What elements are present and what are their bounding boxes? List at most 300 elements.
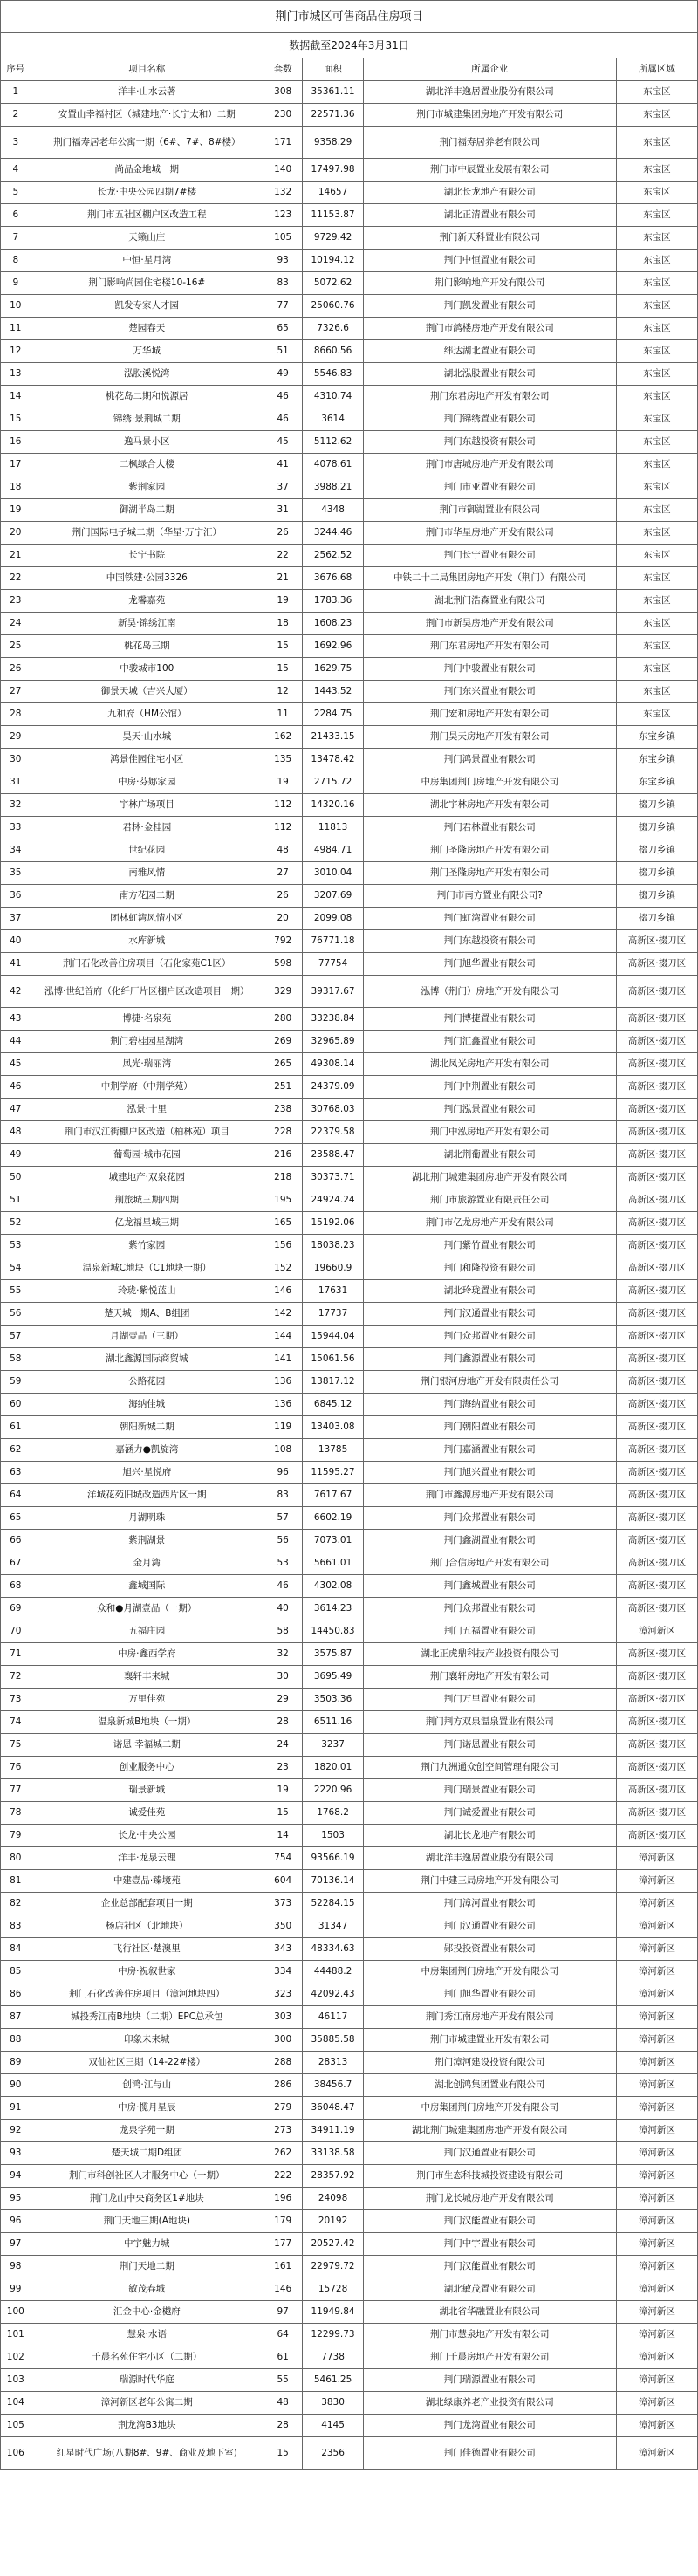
table-row [1,1870,698,1893]
cell-enterprise: 荆门君林置业有限公司 [363,817,616,839]
cell-no: 74 [1,1711,31,1734]
cell-no: 62 [1,1439,31,1462]
cell-region: 高新区·掇刀区 [616,1053,697,1076]
table-row [1,1189,698,1212]
cell-no: 34 [1,839,31,862]
cell-enterprise: 中房集团荆门房地产开发有限公司 [363,2097,616,2120]
cell-area: 10194.12 [303,250,363,272]
cell-no: 19 [1,499,31,522]
cell-sets: 57 [263,1507,302,1530]
table-body [1,81,698,2470]
cell-no: 43 [1,1008,31,1031]
cell-enterprise: 荆门秀江南房地产开发有限公司 [363,2006,616,2029]
cell-no: 80 [1,1847,31,1870]
cell-area: 11813 [303,817,363,839]
table-row [1,2142,698,2165]
cell-enterprise: 荆门市城建集团房地产开发有限公司 [363,104,616,127]
cell-sets: 136 [263,1371,302,1394]
cell-area: 13785 [303,1439,363,1462]
cell-enterprise: 荆门市中辰置业发展有限公司 [363,159,616,182]
cell-region: 东宝区 [616,681,697,703]
cell-area: 5112.62 [303,431,363,454]
table-row [1,1167,698,1189]
cell-region: 高新区·掇刀区 [616,1734,697,1757]
cell-enterprise: 荆门市亚置业有限公司 [363,476,616,499]
cell-enterprise: 荆门合信房地产开发有限公司 [363,1552,616,1575]
cell-project: 紫荆家园 [31,476,263,499]
cell-sets: 140 [263,159,302,182]
cell-region: 漳河新区 [616,2346,697,2369]
cell-sets: 156 [263,1235,302,1257]
table-row [1,1031,698,1053]
cell-area: 44488.2 [303,1961,363,1983]
cell-area: 3830 [303,2392,363,2415]
cell-enterprise: 湖北泓股置业有限公司 [363,363,616,386]
cell-region: 东宝区 [616,81,697,104]
cell-area: 24379.09 [303,1076,363,1099]
cell-area: 7073.01 [303,1530,363,1552]
cell-sets: 112 [263,794,302,817]
cell-sets: 12 [263,681,302,703]
cell-no: 1 [1,81,31,104]
cell-area: 35885.58 [303,2029,363,2052]
cell-project: 嘉涵力●凯旋湾 [31,1439,263,1462]
table-row [1,976,698,1008]
cell-area: 6511.16 [303,1711,363,1734]
table-row [1,908,698,930]
table-row [1,1802,698,1825]
cell-project: 荆门天地二期 [31,2256,263,2278]
cell-no: 104 [1,2392,31,2415]
cell-project: 鸿景佳园住宅小区 [31,749,263,771]
table-row [1,1280,698,1303]
cell-area: 24098 [303,2188,363,2210]
cell-area: 52284.15 [303,1893,363,1915]
cell-sets: 323 [263,1983,302,2006]
cell-sets: 598 [263,953,302,976]
cell-project: 楚园春天 [31,318,263,340]
cell-area: 1443.52 [303,681,363,703]
cell-region: 东宝区 [616,127,697,159]
cell-enterprise: 湖北绿康养老产业投资有限公司 [363,2392,616,2415]
cell-region: 高新区·掇刀区 [616,1303,697,1326]
cell-sets: 51 [263,340,302,363]
cell-region: 漳河新区 [616,2415,697,2437]
cell-sets: 48 [263,839,302,862]
table-row [1,408,698,431]
cell-project: 杨店社区（北地块） [31,1915,263,1938]
cell-region: 高新区·掇刀区 [616,1099,697,1121]
cell-sets: 22 [263,545,302,567]
table-row [1,681,698,703]
cell-no: 79 [1,1825,31,1847]
cell-enterprise: 荆门汉能置业有限公司 [363,2210,616,2233]
table-row [1,1779,698,1802]
cell-area: 25060.76 [303,295,363,318]
cell-no: 97 [1,2233,31,2256]
table-row [1,817,698,839]
cell-region: 高新区·掇刀区 [616,1484,697,1507]
title-row [1,1,698,33]
cell-area: 2284.75 [303,703,363,726]
cell-enterprise: 荆门和隆投资有限公司 [363,1257,616,1280]
cell-area: 18038.23 [303,1235,363,1257]
cell-project: 楚天城一期A、B组团 [31,1303,263,1326]
cell-enterprise: 湖北创鸿集团置业有限公司 [363,2074,616,2097]
cell-enterprise: 纬达湖北置业有限公司 [363,340,616,363]
cell-region: 东宝乡镇 [616,749,697,771]
cell-enterprise: 荆门市慧泉地产开发有限公司 [363,2324,616,2346]
cell-sets: 334 [263,1961,302,1983]
cell-no: 71 [1,1643,31,1666]
cell-enterprise: 荆门旭兴置业有限公司 [363,1462,616,1484]
cell-region: 东宝区 [616,431,697,454]
cell-project: 南雅风情 [31,862,263,885]
cell-region: 漳河新区 [616,2369,697,2392]
table-row [1,1915,698,1938]
cell-enterprise: 荆门紫竹置业有限公司 [363,1235,616,1257]
cell-sets: 604 [263,1870,302,1893]
cell-project: 湖北鑫源国际商贸城 [31,1348,263,1371]
cell-sets: 350 [263,1915,302,1938]
cell-project: 双仙社区三期（14-22#楼） [31,2052,263,2074]
cell-sets: 29 [263,1689,302,1711]
cell-sets: 171 [263,127,302,159]
cell-enterprise: 荆门银河房地产开发有限责任公司 [363,1371,616,1394]
cell-sets: 196 [263,2188,302,2210]
cell-no: 68 [1,1575,31,1598]
cell-enterprise: 荆门龙长城房地产开发有限公司 [363,2188,616,2210]
cell-sets: 162 [263,726,302,749]
cell-region: 高新区·掇刀区 [616,1416,697,1439]
table-row [1,104,698,127]
cell-region: 漳河新区 [616,2210,697,2233]
cell-project: 安置山幸福村区（城建地产·长宁太和）二期 [31,104,263,127]
cell-region: 高新区·掇刀区 [616,1643,697,1666]
cell-sets: 31 [263,499,302,522]
cell-enterprise: 湖北凤光房地产开发有限公司 [363,1053,616,1076]
cell-project: 红星时代广场(八期8#、9#、商业及地下室) [31,2437,263,2470]
cell-project: 温泉新城C地块（C1地块一期） [31,1257,263,1280]
cell-no: 63 [1,1462,31,1484]
cell-area: 17737 [303,1303,363,1326]
cell-project: 荆门碧桂园星湖湾 [31,1031,263,1053]
cell-region: 高新区·掇刀区 [616,976,697,1008]
cell-region: 高新区·掇刀区 [616,1802,697,1825]
cell-area: 17497.98 [303,159,363,182]
cell-area: 15944.04 [303,1326,363,1348]
table-row [1,1462,698,1484]
table-title: 荆门市城区可售商品住房项目 [1,1,698,33]
cell-project: 慧泉·水语 [31,2324,263,2346]
cell-area: 8660.56 [303,340,363,363]
cell-no: 8 [1,250,31,272]
cell-no: 61 [1,1416,31,1439]
cell-area: 28357.92 [303,2165,363,2188]
cell-sets: 93 [263,250,302,272]
cell-no: 46 [1,1076,31,1099]
cell-area: 19660.9 [303,1257,363,1280]
cell-project: 荆旅城三期四期 [31,1189,263,1212]
cell-area: 13817.12 [303,1371,363,1394]
cell-area: 7617.67 [303,1484,363,1507]
cell-no: 6 [1,204,31,227]
cell-enterprise: 湖北长龙地产有限公司 [363,1825,616,1847]
cell-no: 86 [1,1983,31,2006]
cell-no: 33 [1,817,31,839]
table-row [1,2052,698,2074]
cell-no: 84 [1,1938,31,1961]
cell-region: 东宝区 [616,454,697,476]
cell-project: 水库新城 [31,930,263,953]
cell-sets: 45 [263,431,302,454]
cell-region: 漳河新区 [616,1983,697,2006]
cell-enterprise: 荆门荆方双泉温泉置业有限公司 [363,1711,616,1734]
cell-region: 高新区·掇刀区 [616,1757,697,1779]
cell-sets: 30 [263,1666,302,1689]
table-row [1,2369,698,2392]
cell-area: 9729.42 [303,227,363,250]
cell-region: 高新区·掇刀区 [616,1121,697,1144]
cell-region: 高新区·掇刀区 [616,1371,697,1394]
cell-project: 朝阳新城二期 [31,1416,263,1439]
cell-project: 二枫绿合大楼 [31,454,263,476]
cell-project: 汇金中心·金樾府 [31,2301,263,2324]
cell-region: 高新区·掇刀区 [616,930,697,953]
cell-no: 59 [1,1371,31,1394]
cell-enterprise: 荆门汉通置业有限公司 [363,1303,616,1326]
cell-enterprise: 荆门宏和房地产开发有限公司 [363,703,616,726]
cell-sets: 286 [263,2074,302,2097]
cell-region: 高新区·掇刀区 [616,1530,697,1552]
cell-region: 东宝区 [616,476,697,499]
table-row [1,1394,698,1416]
cell-enterprise: 荆门市生态科技城投资建设有限公司 [363,2165,616,2188]
cell-area: 11595.27 [303,1462,363,1484]
cell-sets: 280 [263,1008,302,1031]
cell-no: 20 [1,522,31,545]
cell-no: 55 [1,1280,31,1303]
table-row [1,658,698,681]
cell-sets: 123 [263,204,302,227]
cell-area: 7738 [303,2346,363,2369]
cell-no: 52 [1,1212,31,1235]
cell-sets: 228 [263,1121,302,1144]
cell-area: 20192 [303,2210,363,2233]
cell-no: 77 [1,1779,31,1802]
cell-project: 敏茂春城 [31,2278,263,2301]
cell-region: 东宝乡镇 [616,771,697,794]
cell-project: 中恒·星月湾 [31,250,263,272]
table-row [1,567,698,590]
cell-area: 3244.46 [303,522,363,545]
cell-enterprise: 荆门鑫湖置业有限公司 [363,1530,616,1552]
table-row [1,953,698,976]
cell-project: 鑫城国际 [31,1575,263,1598]
cell-area: 70136.14 [303,1870,363,1893]
cell-enterprise: 荆门千晨房地产开发有限公司 [363,2346,616,2369]
cell-project: 天籁山庄 [31,227,263,250]
cell-enterprise: 湖北玲珑置业有限公司 [363,1280,616,1303]
cell-project: 中国铁建·公园3326 [31,567,263,590]
cell-project: 五福庄园 [31,1620,263,1643]
cell-no: 75 [1,1734,31,1757]
cell-no: 99 [1,2278,31,2301]
cell-region: 漳河新区 [616,2233,697,2256]
table-row [1,2437,698,2470]
cell-project: 城投秀江南B地块（二期）EPC总承包 [31,2006,263,2029]
cell-project: 御景天城（吉兴大厦） [31,681,263,703]
cell-project: 旭兴·星悦府 [31,1462,263,1484]
table-row [1,2256,698,2278]
cell-enterprise: 湖北荆葡置业有限公司 [363,1144,616,1167]
cell-enterprise: 荆门东兴置业有限公司 [363,681,616,703]
cell-region: 东宝区 [616,703,697,726]
cell-no: 72 [1,1666,31,1689]
cell-sets: 18 [263,613,302,635]
cell-no: 2 [1,104,31,127]
cell-area: 5546.83 [303,363,363,386]
cell-project: 荆门市汉江街棚户区改造（柏林苑）项目 [31,1121,263,1144]
cell-enterprise: 荆门众邦置业有限公司 [363,1598,616,1620]
table-row [1,885,698,908]
cell-sets: 142 [263,1303,302,1326]
table-row [1,613,698,635]
cell-no: 70 [1,1620,31,1643]
cell-region: 东宝区 [616,204,697,227]
cell-no: 57 [1,1326,31,1348]
date-row [1,33,698,58]
cell-enterprise: 中房集团荆门房地产开发有限公司 [363,771,616,794]
cell-enterprise: 中铁二十二局集团房地产开发（荆门）有限公司 [363,567,616,590]
cell-no: 25 [1,635,31,658]
cell-region: 东宝区 [616,363,697,386]
cell-sets: 303 [263,2006,302,2029]
cell-no: 9 [1,272,31,295]
table-row [1,2415,698,2437]
cell-region: 高新区·掇刀区 [616,1462,697,1484]
cell-region: 漳河新区 [616,2142,697,2165]
cell-enterprise: 荆门市华星房地产开发有限公司 [363,522,616,545]
cell-sets: 26 [263,522,302,545]
table-row [1,2301,698,2324]
cell-project: 荆龙湾B3地块 [31,2415,263,2437]
table-row [1,1303,698,1326]
table-row [1,1575,698,1598]
cell-area: 1503 [303,1825,363,1847]
cell-enterprise: 荆门东越投资有限公司 [363,930,616,953]
cell-region: 漳河新区 [616,2006,697,2029]
cell-region: 高新区·掇刀区 [616,1235,697,1257]
cell-sets: 49 [263,363,302,386]
cell-no: 100 [1,2301,31,2324]
cell-sets: 279 [263,2097,302,2120]
cell-area: 1692.96 [303,635,363,658]
table-row [1,81,698,104]
table-row [1,1757,698,1779]
table-row [1,1620,698,1643]
cell-no: 53 [1,1235,31,1257]
cell-project: 御湖半岛二期 [31,499,263,522]
table-row [1,1961,698,1983]
cell-area: 6602.19 [303,1507,363,1530]
cell-region: 漳河新区 [616,2097,697,2120]
cell-no: 45 [1,1053,31,1076]
cell-project: 荆门龙山中央商务区1#地块 [31,2188,263,2210]
cell-region: 东宝区 [616,590,697,613]
cell-project: 千晨名苑住宅小区（二期） [31,2346,263,2369]
cell-enterprise: 湖北洋丰逸居置业股份有限公司 [363,1847,616,1870]
cell-sets: 230 [263,104,302,127]
cell-project: 月湖壹品（三期） [31,1326,263,1348]
table-row [1,1099,698,1121]
cell-enterprise: 荆门鸿景置业有限公司 [363,749,616,771]
cell-project: 桃花岛三期 [31,635,263,658]
cell-area: 3207.69 [303,885,363,908]
cell-area: 4348 [303,499,363,522]
cell-enterprise: 荆门市鑫源房地产开发有限公司 [363,1484,616,1507]
cell-enterprise: 湖北洋丰逸居置业股份有限公司 [363,81,616,104]
cell-area: 38456.7 [303,2074,363,2097]
cell-enterprise: 荆门旭华置业有限公司 [363,1983,616,2006]
cell-project: 亿龙福星城三期 [31,1212,263,1235]
cell-region: 东宝区 [616,613,697,635]
cell-area: 22571.36 [303,104,363,127]
cell-project: 荆门市科创社区人才服务中心（一期） [31,2165,263,2188]
table-row [1,1666,698,1689]
cell-sets: 19 [263,771,302,794]
table-row [1,1689,698,1711]
cell-project: 荆门国际电子城二期（华星·万宁汇） [31,522,263,545]
cell-area: 14320.16 [303,794,363,817]
cell-enterprise: 荆门影响地产开发有限公司 [363,272,616,295]
cell-enterprise: 荆门博捷置业有限公司 [363,1008,616,1031]
cell-enterprise: 荆门鑫城置业有限公司 [363,1575,616,1598]
cell-sets: 146 [263,2278,302,2301]
cell-area: 1820.01 [303,1757,363,1779]
cell-region: 东宝区 [616,272,697,295]
cell-project: 襄轩丰来城 [31,1666,263,1689]
cell-area: 2562.52 [303,545,363,567]
table-row [1,1371,698,1394]
cell-enterprise: 荆门嘉涵置业有限公司 [363,1439,616,1462]
cell-project: 中宇魅力城 [31,2233,263,2256]
cell-project: 泓景·十里 [31,1099,263,1121]
cell-area: 2715.72 [303,771,363,794]
cell-area: 36048.47 [303,2097,363,2120]
cell-sets: 46 [263,1575,302,1598]
cell-area: 46117 [303,2006,363,2029]
cell-enterprise: 泓博（荆门）房地产开发有限公司 [363,976,616,1008]
cell-project: 荆门影响尚园住宅楼10-16# [31,272,263,295]
cell-no: 85 [1,1961,31,1983]
cell-sets: 754 [263,1847,302,1870]
table-row [1,295,698,318]
cell-region: 高新区·掇刀区 [616,1348,697,1371]
cell-enterprise: 荆门市御湖置业有限公司 [363,499,616,522]
cell-sets: 28 [263,2415,302,2437]
cell-project: 创鸿·江与山 [31,2074,263,2097]
cell-region: 东宝区 [616,250,697,272]
cell-enterprise: 湖北正清置业有限公司 [363,204,616,227]
cell-enterprise: 荆门九洲通众创空间管理有限公司 [363,1757,616,1779]
cell-area: 11153.87 [303,204,363,227]
cell-region: 漳河新区 [616,1915,697,1938]
cell-enterprise: 荆门市南方置业有限公司? [363,885,616,908]
cell-sets: 238 [263,1099,302,1121]
cell-area: 23588.47 [303,1144,363,1167]
cell-no: 89 [1,2052,31,2074]
